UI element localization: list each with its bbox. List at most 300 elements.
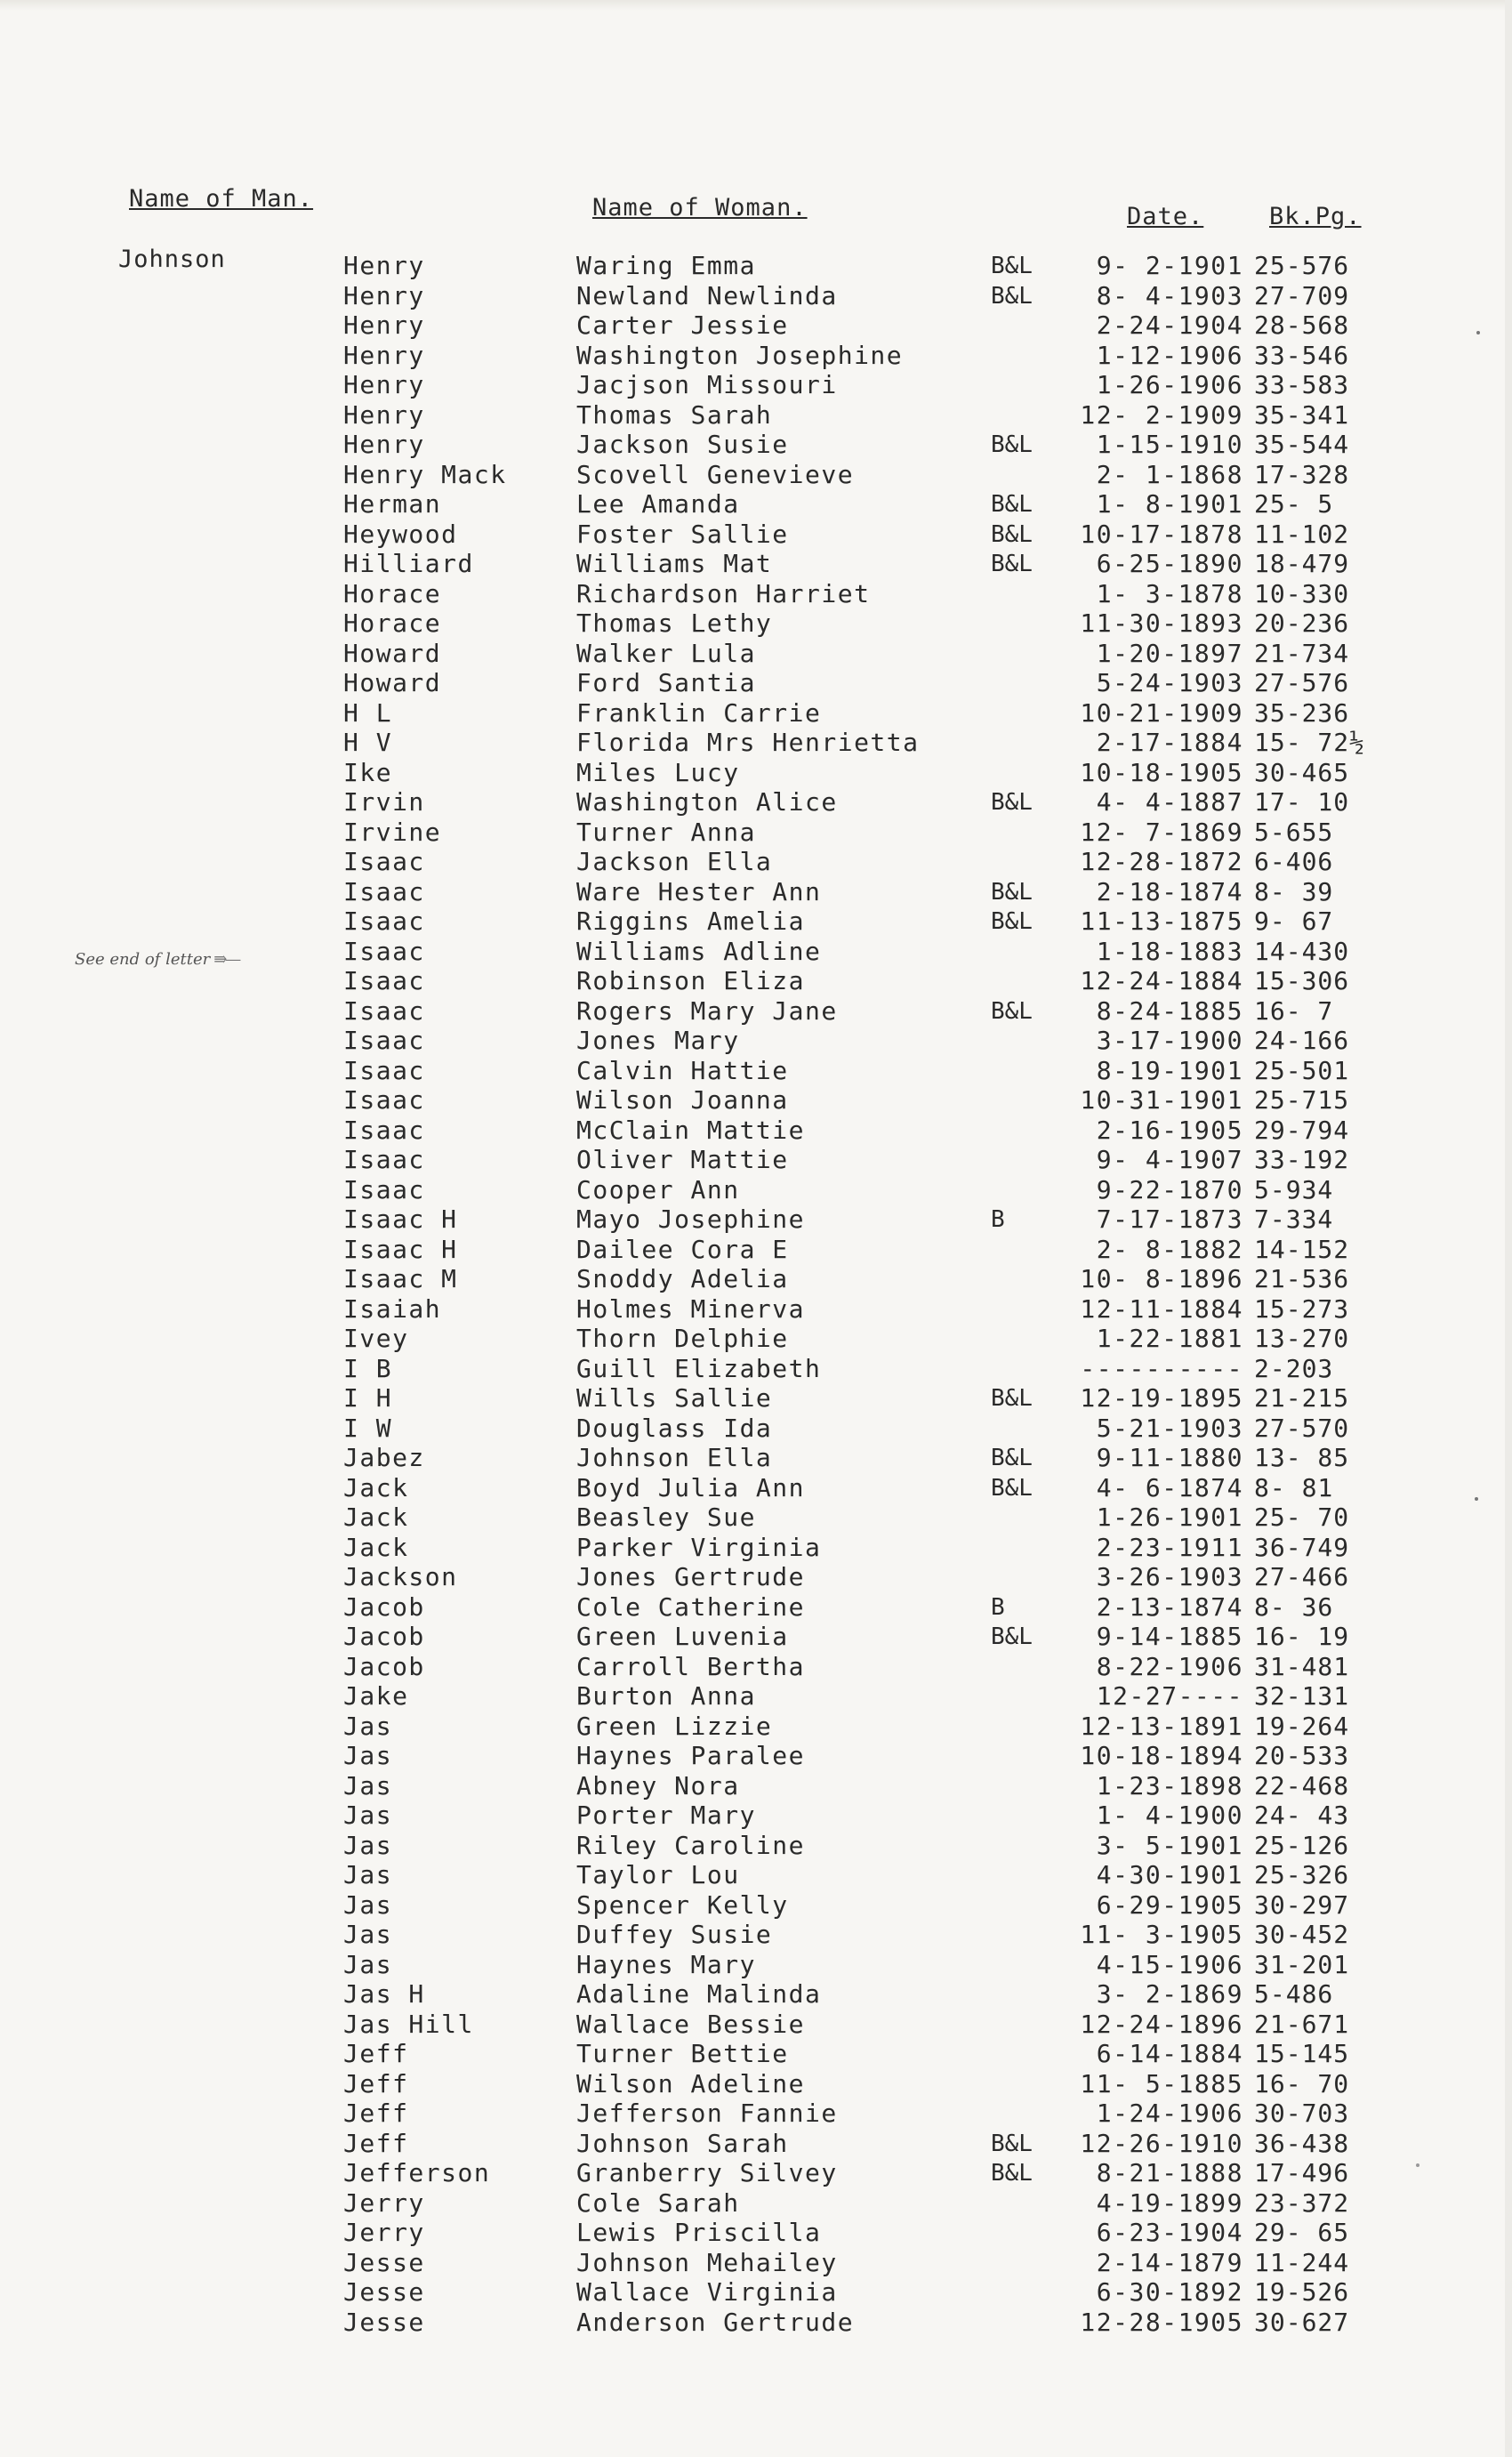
marriage-date: 10-18-1894 (1080, 1741, 1243, 1770)
list-item (0, 1085, 1503, 1116)
book-page: 16- 19 (1254, 1622, 1350, 1651)
book-page: 16- 70 (1254, 2069, 1350, 2099)
list-item (0, 1235, 1503, 1265)
marriage-date: 6-30-1892 (1096, 2277, 1243, 2307)
man-first-name: Jerry (343, 2188, 425, 2218)
man-first-name: Jeff (343, 2129, 409, 2158)
marriage-date: 8-22-1906 (1096, 1652, 1243, 1681)
man-first-name: Isaiah (343, 1294, 442, 1324)
book-page: 24- 43 (1254, 1800, 1350, 1830)
man-first-name: Jas (343, 1771, 393, 1800)
woman-name: Rogers Mary Jane (576, 996, 838, 1026)
book-page: 7-334 (1254, 1204, 1334, 1234)
book-page: 14-430 (1254, 937, 1350, 966)
marriage-date: 12-24-1896 (1080, 2010, 1243, 2039)
man-first-name: Jas (343, 1890, 393, 1920)
woman-name: Richardson Harriet (576, 579, 871, 608)
man-first-name: Jas Hill (343, 2010, 474, 2039)
man-first-name: H V (343, 728, 393, 757)
woman-name: Johnson Ella (576, 1443, 773, 1472)
man-first-name: Jas (343, 1831, 393, 1860)
woman-name: Miles Lucy (576, 758, 740, 787)
marriage-date: 8-24-1885 (1096, 996, 1243, 1026)
man-first-name: Jeff (343, 2039, 409, 2068)
book-page: 23-372 (1254, 2188, 1350, 2218)
man-first-name: Jake (343, 1681, 409, 1711)
woman-name: Turner Bettie (576, 2039, 789, 2068)
woman-name: Thomas Sarah (576, 400, 773, 430)
record-mark: B&L (991, 491, 1033, 518)
woman-name: Granberry Silvey (576, 2158, 838, 2187)
marriage-date: 10-18-1905 (1080, 758, 1243, 787)
man-first-name: Isaac (343, 906, 425, 936)
woman-name: Ware Hester Ann (576, 877, 822, 906)
book-page: 25-126 (1254, 1831, 1350, 1860)
woman-name: Jefferson Fannie (576, 2099, 838, 2128)
marriage-date: 2-14-1879 (1096, 2248, 1243, 2277)
list-item (0, 2277, 1503, 2308)
book-page: 15-145 (1254, 2039, 1350, 2068)
header-name-of-woman: Name of Woman. (592, 194, 808, 222)
list-item (0, 310, 1503, 341)
man-first-name: Heywood (343, 520, 458, 549)
man-first-name: Irvin (343, 787, 425, 817)
marriage-date: 3- 2-1869 (1096, 1979, 1243, 2009)
marriage-date: 6-25-1890 (1096, 549, 1243, 578)
record-mark: B&L (991, 283, 1033, 310)
marriage-date: 4-19-1899 (1096, 2188, 1243, 2218)
book-page: 33-546 (1254, 341, 1350, 370)
book-page: 33-583 (1254, 370, 1350, 399)
man-first-name: Jacob (343, 1622, 425, 1651)
woman-name: Adaline Malinda (576, 1979, 822, 2009)
list-item (0, 1116, 1503, 1146)
marriage-date: 3-26-1903 (1096, 1562, 1243, 1591)
marriage-date: 1-12-1906 (1096, 341, 1243, 370)
marriage-date: 5-21-1903 (1096, 1414, 1243, 1443)
woman-name: Ford Santia (576, 668, 756, 697)
man-first-name: Henry (343, 341, 425, 370)
record-mark: B&L (991, 431, 1033, 458)
man-first-name: Hilliard (343, 549, 474, 578)
woman-name: Wallace Virginia (576, 2277, 838, 2307)
list-item (0, 1294, 1503, 1325)
book-page: 11-102 (1254, 520, 1350, 549)
marriage-date: 2-24-1904 (1096, 310, 1243, 340)
marriage-date: 4-30-1901 (1096, 1860, 1243, 1889)
book-page: 35-544 (1254, 430, 1350, 459)
list-item (0, 520, 1503, 550)
woman-name: Washington Josephine (576, 341, 904, 370)
man-first-name: Isaac M (343, 1264, 458, 1293)
marriage-date: 10-31-1901 (1080, 1085, 1243, 1115)
man-first-name: Jas (343, 1920, 393, 1949)
book-page: 30-452 (1254, 1920, 1350, 1949)
record-mark: B&L (991, 789, 1033, 816)
man-first-name: Jefferson (343, 2158, 491, 2187)
book-page: 33-192 (1254, 1145, 1350, 1174)
woman-name: Oliver Mattie (576, 1145, 789, 1174)
book-page: 13- 85 (1254, 1443, 1350, 1472)
man-first-name: Jas H (343, 1979, 425, 2009)
woman-name: Jackson Susie (576, 430, 789, 459)
list-item (0, 430, 1503, 460)
list-item (0, 847, 1503, 877)
man-first-name: Jackson (343, 1562, 458, 1591)
woman-name: Williams Mat (576, 549, 773, 578)
man-first-name: I H (343, 1383, 393, 1413)
woman-name: Cole Sarah (576, 2188, 740, 2218)
woman-name: Burton Anna (576, 1681, 756, 1711)
book-page: 18-479 (1254, 549, 1350, 578)
list-item (0, 2099, 1503, 2129)
list-item (0, 698, 1503, 729)
man-first-name: Henry (343, 370, 425, 399)
marriage-date: 9- 2-1901 (1096, 251, 1243, 280)
marriage-date: 12-28-1872 (1080, 847, 1243, 876)
book-page: 28-568 (1254, 310, 1350, 340)
list-item (0, 937, 1503, 967)
woman-name: Carter Jessie (576, 310, 789, 340)
marriage-date: 8- 4-1903 (1096, 281, 1243, 310)
record-mark: B&L (991, 1385, 1033, 1412)
list-item (0, 1264, 1503, 1294)
man-first-name: Isaac (343, 996, 425, 1026)
book-page: 29-794 (1254, 1116, 1350, 1145)
man-first-name: Howard (343, 639, 442, 668)
list-item (0, 2129, 1503, 2159)
man-first-name: Horace (343, 608, 442, 638)
list-item (0, 1175, 1503, 1205)
woman-name: Wills Sallie (576, 1383, 773, 1413)
list-item (0, 787, 1503, 818)
book-page: 35-236 (1254, 698, 1350, 728)
marriage-date: 12-26-1910 (1080, 2129, 1243, 2158)
list-item (0, 1652, 1503, 1682)
marriage-date: 9-22-1870 (1096, 1175, 1243, 1204)
list-item (0, 2039, 1503, 2069)
list-item (0, 460, 1503, 490)
woman-name: Foster Sallie (576, 520, 789, 549)
book-page: 29- 65 (1254, 2218, 1350, 2247)
book-page: 8- 81 (1254, 1473, 1334, 1502)
list-item (0, 877, 1503, 907)
woman-name: Franklin Carrie (576, 698, 822, 728)
list-item (0, 1622, 1503, 1652)
woman-name: Newland Newlinda (576, 281, 838, 310)
book-page: 5-655 (1254, 818, 1334, 847)
marriage-date: 2-18-1874 (1096, 877, 1243, 906)
arrow-icon: ⇛— (213, 950, 240, 969)
book-page: 25-715 (1254, 1085, 1350, 1115)
woman-name: Thorn Delphie (576, 1324, 789, 1353)
man-first-name: Isaac (343, 966, 425, 995)
woman-name: Beasley Sue (576, 1502, 756, 1532)
header-date: Date. (1127, 203, 1204, 230)
marriage-date: 1-18-1883 (1096, 937, 1243, 966)
woman-name: Green Luvenia (576, 1622, 789, 1651)
list-item (0, 906, 1503, 937)
record-mark: B (991, 1594, 1005, 1621)
marriage-date: 1-24-1906 (1096, 2099, 1243, 2128)
list-item (0, 370, 1503, 400)
list-item (0, 1145, 1503, 1175)
book-page: 21-536 (1254, 1264, 1350, 1293)
marriage-date: 9-11-1880 (1096, 1443, 1243, 1472)
marriage-date: 3-17-1900 (1096, 1026, 1243, 1055)
woman-name: Florida Mrs Henrietta (576, 728, 920, 757)
book-page: 27-570 (1254, 1414, 1350, 1443)
man-first-name: Henry (343, 400, 425, 430)
book-page: 30-465 (1254, 758, 1350, 787)
margin-note-text: See end of letter (75, 950, 211, 969)
marriage-date: 12-19-1895 (1080, 1383, 1243, 1413)
record-mark: B&L (991, 879, 1033, 906)
book-page: 27-709 (1254, 281, 1350, 310)
list-item (0, 966, 1503, 996)
list-item (0, 1383, 1503, 1414)
list-item (0, 1860, 1503, 1890)
book-page: 19-264 (1254, 1712, 1350, 1741)
man-first-name: Jas (343, 1741, 393, 1770)
marriage-date: 2- 8-1882 (1096, 1235, 1243, 1264)
marriage-date: 10-21-1909 (1080, 698, 1243, 728)
book-page: 21-734 (1254, 639, 1350, 668)
woman-name: Boyd Julia Ann (576, 1473, 806, 1502)
book-page: 22-468 (1254, 1771, 1350, 1800)
list-item (0, 1771, 1503, 1801)
marriage-date: 5-24-1903 (1096, 668, 1243, 697)
list-item (0, 1800, 1503, 1831)
list-item (0, 489, 1503, 520)
list-item (0, 1920, 1503, 1950)
woman-name: Waring Emma (576, 251, 756, 280)
list-item (0, 1204, 1503, 1235)
man-first-name: Jesse (343, 2308, 425, 2337)
woman-name: Riggins Amelia (576, 906, 806, 936)
man-first-name: Jabez (343, 1443, 425, 1472)
man-first-name: Jerry (343, 2218, 425, 2247)
woman-name: Guill Elizabeth (576, 1354, 822, 1383)
woman-name: Jacjson Missouri (576, 370, 838, 399)
marriage-date: 12-13-1891 (1080, 1712, 1243, 1741)
man-first-name: Henry (343, 281, 425, 310)
list-item (0, 400, 1503, 431)
woman-name: Wallace Bessie (576, 2010, 806, 2039)
book-page: 30-627 (1254, 2308, 1350, 2337)
book-page: 32-131 (1254, 1681, 1350, 1711)
marriage-date: 2-17-1884 (1096, 728, 1243, 757)
man-first-name: Horace (343, 579, 442, 608)
book-page: 9- 67 (1254, 906, 1334, 936)
list-item (0, 1681, 1503, 1712)
book-page: 36-438 (1254, 2129, 1350, 2158)
list-item (0, 1592, 1503, 1623)
man-first-name: Henry Mack (343, 460, 507, 489)
man-first-name: Jas (343, 1712, 393, 1741)
list-item (0, 1562, 1503, 1592)
book-page: 8- 36 (1254, 1592, 1334, 1622)
book-page: 17- 10 (1254, 787, 1350, 817)
marriage-date: 1- 4-1900 (1096, 1800, 1243, 1830)
man-first-name: Isaac (343, 1175, 425, 1204)
woman-name: Lewis Priscilla (576, 2218, 822, 2247)
man-first-name: Irvine (343, 818, 442, 847)
marriage-date: 9-14-1885 (1096, 1622, 1243, 1651)
man-first-name: Ivey (343, 1324, 409, 1353)
man-first-name: Isaac (343, 1056, 425, 1085)
marriage-date: 4- 4-1887 (1096, 787, 1243, 817)
book-page: 5-486 (1254, 1979, 1334, 2009)
list-item (0, 281, 1503, 311)
woman-name: Calvin Hattie (576, 1056, 789, 1085)
marriage-date: 9- 4-1907 (1096, 1145, 1243, 1174)
list-item (0, 1831, 1503, 1861)
book-page: 27-466 (1254, 1562, 1350, 1591)
record-mark: B&L (991, 2131, 1033, 2157)
woman-name: Cole Catherine (576, 1592, 806, 1622)
man-first-name: Isaac H (343, 1204, 458, 1234)
record-mark: B (991, 1206, 1005, 1233)
marriage-date: 8-21-1888 (1096, 2158, 1243, 2187)
book-page: 25-326 (1254, 1860, 1350, 1889)
list-item (0, 251, 1503, 281)
man-first-name: Isaac (343, 1026, 425, 1055)
man-first-name: Isaac (343, 847, 425, 876)
marriage-date: 1-20-1897 (1096, 639, 1243, 668)
marriage-date: 2-13-1874 (1096, 1592, 1243, 1622)
man-first-name: Jas (343, 1800, 393, 1830)
woman-name: Green Lizzie (576, 1712, 773, 1741)
woman-name: Washington Alice (576, 787, 838, 817)
marriage-date: 4-15-1906 (1096, 1950, 1243, 1979)
list-item (0, 639, 1503, 669)
marriage-date: 3- 5-1901 (1096, 1831, 1243, 1860)
marriage-date: 2-23-1911 (1096, 1533, 1243, 1562)
marriage-date: 1- 8-1901 (1096, 489, 1243, 519)
book-page: 2-203 (1254, 1354, 1334, 1383)
book-page: 30-703 (1254, 2099, 1350, 2128)
book-page: 25-576 (1254, 251, 1350, 280)
woman-name: Wilson Joanna (576, 1085, 789, 1115)
book-page: 21-671 (1254, 2010, 1350, 2039)
man-first-name: Henry (343, 310, 425, 340)
book-page: 11-244 (1254, 2248, 1350, 2277)
marriage-date: 1-26-1901 (1096, 1502, 1243, 1532)
woman-name: Snoddy Adelia (576, 1264, 789, 1293)
woman-name: Wilson Adeline (576, 2069, 806, 2099)
book-page: 30-297 (1254, 1890, 1350, 1920)
woman-name: Johnson Mehailey (576, 2248, 838, 2277)
book-page: 5-934 (1254, 1175, 1334, 1204)
book-page: 24-166 (1254, 1026, 1350, 1055)
man-first-name: Isaac (343, 1085, 425, 1115)
man-first-name: Isaac (343, 1145, 425, 1174)
woman-name: Robinson Eliza (576, 966, 806, 995)
marriage-date: 2- 1-1868 (1096, 460, 1243, 489)
list-item (0, 1473, 1503, 1503)
book-page: 27-576 (1254, 668, 1350, 697)
book-page: 6-406 (1254, 847, 1334, 876)
woman-name: Abney Nora (576, 1771, 740, 1800)
woman-name: Turner Anna (576, 818, 756, 847)
marriage-date: 7-17-1873 (1096, 1204, 1243, 1234)
man-first-name: Jas (343, 1950, 393, 1979)
marriage-date: 11- 3-1905 (1080, 1920, 1243, 1949)
man-first-name: Isaac H (343, 1235, 458, 1264)
book-page: 31-201 (1254, 1950, 1350, 1979)
marriage-date: 11-30-1893 (1080, 608, 1243, 638)
man-first-name: I B (343, 1354, 393, 1383)
list-item (0, 608, 1503, 639)
marriage-date: 12-11-1884 (1080, 1294, 1243, 1324)
marriage-date: ---------- (1080, 1354, 1243, 1383)
woman-name: Anderson Gertrude (576, 2308, 855, 2337)
marriage-date: 4- 6-1874 (1096, 1473, 1243, 1502)
man-first-name: Isaac (343, 937, 425, 966)
list-item (0, 2218, 1503, 2248)
list-item (0, 668, 1503, 698)
woman-name: Haynes Mary (576, 1950, 756, 1979)
marriage-date: 6-29-1905 (1096, 1890, 1243, 1920)
woman-name: Jackson Ella (576, 847, 773, 876)
man-first-name: Herman (343, 489, 442, 519)
list-item (0, 1712, 1503, 1742)
book-page: 10-330 (1254, 579, 1350, 608)
man-first-name: Ike (343, 758, 393, 787)
man-first-name: Jesse (343, 2277, 425, 2307)
list-item (0, 1443, 1503, 1473)
woman-name: Cooper Ann (576, 1175, 740, 1204)
list-item (0, 1979, 1503, 2010)
list-item (0, 996, 1503, 1027)
marriage-date: 11-13-1875 (1080, 906, 1243, 936)
man-first-name: Jeff (343, 2099, 409, 2128)
man-first-name: Isaac (343, 877, 425, 906)
header-book-page: Bk.Pg. (1269, 203, 1362, 230)
man-first-name: Jeff (343, 2069, 409, 2099)
man-first-name: Howard (343, 668, 442, 697)
book-page: 20-236 (1254, 608, 1350, 638)
woman-name: McClain Mattie (576, 1116, 806, 1145)
marriage-date: 12-24-1884 (1080, 966, 1243, 995)
list-item (0, 1324, 1503, 1354)
list-item (0, 2248, 1503, 2278)
woman-name: Scovell Genevieve (576, 460, 855, 489)
record-mark: B&L (991, 1475, 1033, 1502)
book-page: 36-749 (1254, 1533, 1350, 1562)
woman-name: Taylor Lou (576, 1860, 740, 1889)
list-item (0, 549, 1503, 579)
marriage-date: 1-26-1906 (1096, 370, 1243, 399)
record-mark: B&L (991, 998, 1033, 1025)
list-item (0, 728, 1503, 758)
woman-name: Riley Caroline (576, 1831, 806, 1860)
woman-name: Duffey Susie (576, 1920, 773, 1949)
woman-name: Holmes Minerva (576, 1294, 806, 1324)
book-page: 31-481 (1254, 1652, 1350, 1681)
record-mark: B&L (991, 521, 1033, 548)
woman-name: Spencer Kelly (576, 1890, 789, 1920)
book-page: 8- 39 (1254, 877, 1334, 906)
marriage-date: 12- 7-1869 (1080, 818, 1243, 847)
woman-name: Parker Virginia (576, 1533, 822, 1562)
list-item (0, 1354, 1503, 1384)
record-mark: B&L (991, 253, 1033, 279)
marriage-date: 1-22-1881 (1096, 1324, 1243, 1353)
book-page: 17-496 (1254, 2158, 1350, 2187)
marriage-date: 10-17-1878 (1080, 520, 1243, 549)
